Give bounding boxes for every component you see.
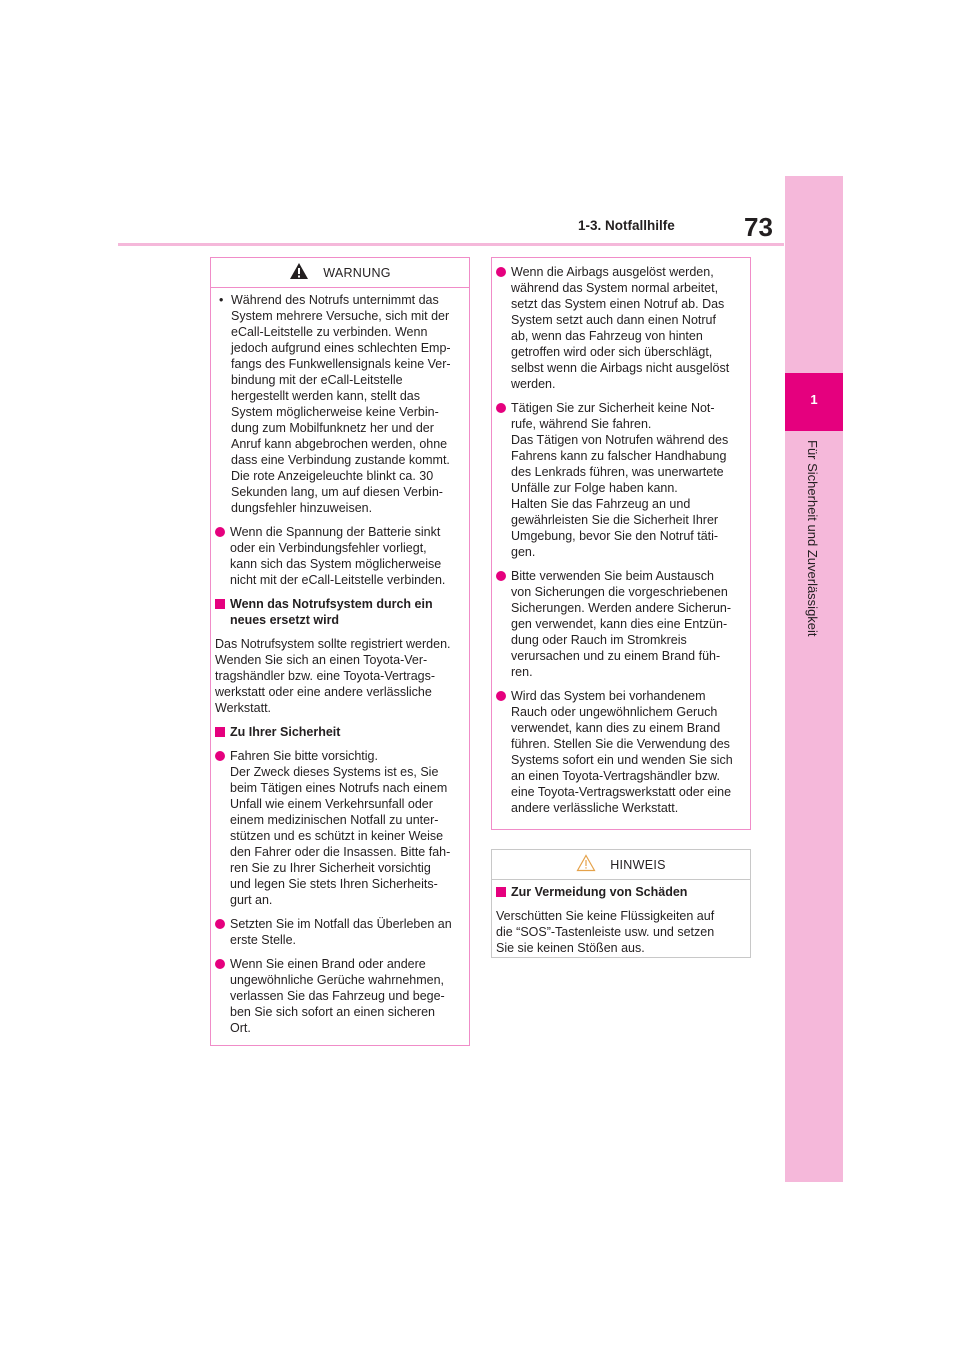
section-title: 1-3. Notfallhilfe xyxy=(578,218,675,233)
subheading xyxy=(496,884,750,900)
heading-square-icon xyxy=(215,727,225,737)
list-item xyxy=(215,956,469,1036)
list-item xyxy=(496,400,750,560)
bullet-dot-icon xyxy=(215,527,225,537)
hinweis-box xyxy=(491,849,751,958)
warning-box-header xyxy=(211,258,469,288)
heading-square-icon xyxy=(496,887,506,897)
warning-box-continued xyxy=(491,257,751,830)
bullet-dot-icon xyxy=(215,751,225,761)
list-item xyxy=(496,688,750,816)
warning-box-title: WARNUNG xyxy=(323,265,391,280)
bullet-dot-icon xyxy=(215,959,225,969)
chapter-title: Für Sicherheit und Zuverlässigkeit xyxy=(805,440,820,637)
caution-triangle-outline-icon xyxy=(576,854,596,875)
warning-box-continued-body xyxy=(492,258,750,816)
list-item xyxy=(496,264,750,392)
list-item-text: Wenn Sie einen Brand oder andere ungewöhnliche Gerüche wahrnehmen, verlassen Sie das Fahrzeug und bege- ben Sie sich sofort an einen sicheren Ort. xyxy=(230,957,445,1035)
subheading xyxy=(215,596,469,628)
list-item-text: Fahren Sie bitte vorsichtig. Der Zweck dieses Systems ist es, Sie beim Tätigen eines Notrufs nach einem Unfall wie einem Verkehrsunfall oder einem medizinischen Notfall zu unter- stützen und es schützt in keiner Weise den Fahrer oder die Insassen. Bitte fah- ren Sie zu Ihrer Sicherheit vorsichtig und legen Sie stets Ihren Sicherheits- gurt an. xyxy=(230,749,451,907)
bullet-dot-icon xyxy=(215,919,225,929)
heading-square-icon xyxy=(215,599,225,609)
hinweis-box-title: HINWEIS xyxy=(610,857,666,872)
list-item xyxy=(215,292,469,516)
chapter-number: 1 xyxy=(810,392,818,407)
list-item-text: Tätigen Sie zur Sicherheit keine Not- rufe, während Sie fahren. Das Tätigen von Notrufen während des Fahrens kann zu falscher Handhabung des Lenkrads führen, was unerwartete Unfälle zur Folge haben kann. Halten Sie das Fahrzeug an und gewährleisten Sie die Sicherheit Ihrer Umgebung, bevor Sie den Notruf täti- gen. xyxy=(511,401,729,559)
list-item xyxy=(215,524,469,588)
warning-box-body xyxy=(211,288,469,1036)
paragraph: Das Notrufsystem sollte registriert werden. Wenden Sie sich an einen Toyota-Ver- tragshändler bzw. eine Toyota-Vertrags- werkstatt oder eine andere verlässliche Werkstatt. xyxy=(215,637,451,715)
subheading xyxy=(215,724,469,740)
subheading-text: Wenn das Notrufsystem durch ein neues ersetzt wird xyxy=(230,597,433,627)
subheading-text: Zur Vermeidung von Schäden xyxy=(511,885,688,899)
list-item-text: Setzten Sie im Notfall das Überleben an erste Stelle. xyxy=(230,917,452,947)
bullet-dot-icon xyxy=(496,267,506,277)
list-item xyxy=(215,916,469,948)
list-item-text: Wenn die Airbags ausgelöst werden, während das System normal arbeitet, setzt das System einen Notruf ab. Das System setzt auch dann einen Notruf ab, wenn das Fahrzeug von hinten getroffen wird oder sich überschlägt, selbst wenn die Airbags nicht ausgelöst werden. xyxy=(511,265,730,391)
list-item-text: Während des Notrufs unternimmt das System mehrere Versuche, sich mit der eCall-Leitstelle zu verbinden. Wenn jedoch aufgrund eines schlechten Emp- fangs des Funkwellensignals keine Ver- bindung mit der eCall-Leitstelle hergestellt werden kann, stellt das System möglicherweise keine Verbin- dung zum Mobilfunknetz her und der Anruf kann abgebrochen werden, ohne dass eine Verbindung zustande kommt. Die rote Anzeigeleuchte blinkt ca. 30 Sekunden lang, um auf diesen Verbin- dungsfehler hinzuweisen. xyxy=(231,293,451,515)
bullet-dot-icon xyxy=(496,571,506,581)
list-item-text: Wird das System bei vorhandenem Rauch oder ungewöhnlichem Geruch verwendet, kann dies zu einem Brand führen. Stellen Sie die Verwendung des Systems sofort ein und wenden Sie sich an einen Toyota-Vertragshändler bzw. eine Toyota-Vertragswerkstatt oder eine andere verlässliche Werkstatt. xyxy=(511,689,733,815)
warning-triangle-icon xyxy=(289,262,309,283)
bullet-dot-icon xyxy=(496,691,506,701)
paragraph: Verschütten Sie keine Flüssigkeiten auf die “SOS”-Tastenleiste usw. und setzen Sie sie keinen Stößen aus. xyxy=(496,909,715,955)
page-number: 73 xyxy=(744,212,773,242)
hinweis-box-header xyxy=(492,850,750,880)
bullet-dot-icon xyxy=(496,403,506,413)
list-item-text: Bitte verwenden Sie beim Austausch von Sicherungen die vorgeschriebenen Sicherungen. Werden andere Sicherun- gen verwendet, kann dies eine Entzün- dung oder Rauch im Stromkreis verursachen und zu einem Brand füh- ren. xyxy=(511,569,732,679)
hinweis-box-body xyxy=(492,880,750,956)
warning-box xyxy=(210,257,470,1046)
bullet-icon: • xyxy=(219,293,224,307)
list-item xyxy=(496,568,750,680)
list-item xyxy=(215,748,469,908)
chapter-side-tab xyxy=(785,176,843,1182)
subheading-text: Zu Ihrer Sicherheit xyxy=(230,725,341,739)
header-rule xyxy=(118,243,784,246)
list-item-text: Wenn die Spannung der Batterie sinkt oder ein Verbindungsfehler vorliegt, kann sich das System möglicherweise nicht mit der eCall-Leitstelle verbinden. xyxy=(230,525,446,587)
